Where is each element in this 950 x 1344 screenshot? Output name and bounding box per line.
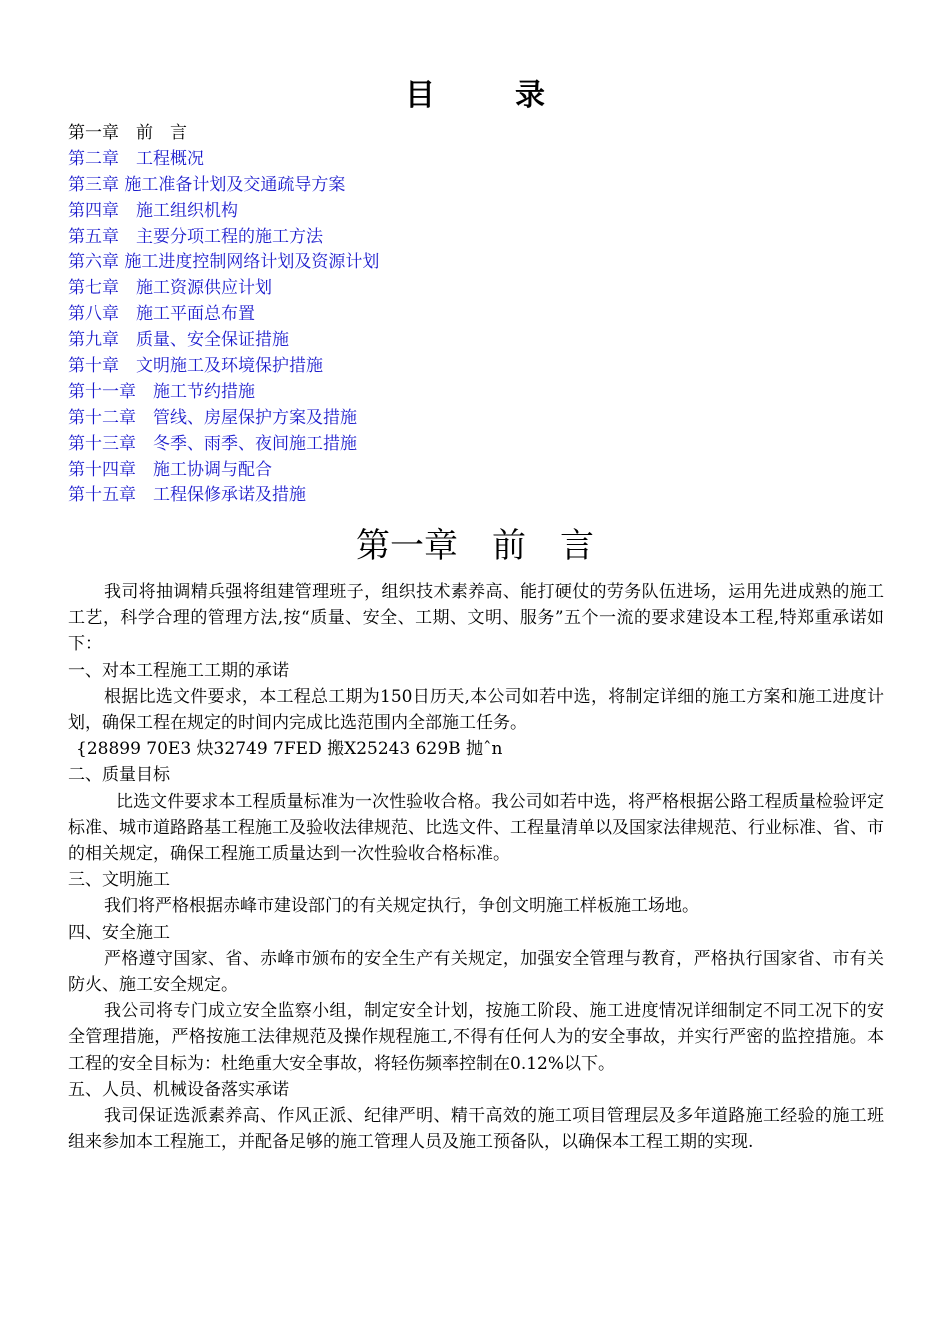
toc-link-ch1[interactable]: 第一章 前 言 xyxy=(68,123,187,143)
toc-link-ch5[interactable]: 第五章 主要分项工程的施工方法 xyxy=(68,226,323,247)
toc-item xyxy=(68,121,888,147)
garbled-text-line: {28899 70E3 炔32749 7FED 搬X25243 629B 抛ˆn xyxy=(76,739,503,760)
toc-link-ch13[interactable]: 第十三章 冬季、雨季、夜间施工措施 xyxy=(68,433,357,454)
toc-link-ch14[interactable]: 第十四章 施工协调与配合 xyxy=(68,459,272,480)
paragraph: 我公司将专门成立安全监察小组，制定安全计划，按施工阶段、施工进度情况详细制定不同工况下的安全管理措施，严格按施工法律规范及操作规程施工,不得有任何人为的安全事故，并实行严密的监控措施。本工程的安全目标为：杜绝重大安全事故，将轻伤频率控制在0.12%以下。 xyxy=(68,1001,884,1074)
section-heading: 一、对本工程施工工期的承诺 xyxy=(68,660,289,681)
toc-link-ch9[interactable]: 第九章 质量、安全保证措施 xyxy=(68,330,289,351)
paragraph: 根据比选文件要求，本工程总工期为150日历天,本公司如若中选，将制定详细的施工方案和施工进度计划，确保工程在规定的时间内完成比选范围内全部施工任务。 xyxy=(68,686,884,734)
paragraph: 我司保证选派素养高、作风正派、纪律严明、精干高效的施工项目管理层及多年道路施工经验的施工班组来参加本工程施工，并配备足够的施工管理人员及施工预备队，以确保本工程工期的实现. xyxy=(68,1106,884,1153)
table-of-contents xyxy=(68,121,888,509)
toc-link-ch10[interactable]: 第十章 文明施工及环境保护措施 xyxy=(68,356,323,377)
toc-link-ch12[interactable]: 第十二章 管线、房屋保护方案及措施 xyxy=(68,407,357,428)
toc-link-ch2[interactable]: 第二章 工程概况 xyxy=(68,148,204,169)
paragraph: 我们将严格根据赤峰市建设部门的有关规定执行，争创文明施工样板施工场地。 xyxy=(104,896,699,917)
toc-item xyxy=(68,380,888,406)
toc-link-ch15[interactable]: 第十五章 工程保修承诺及措施 xyxy=(68,485,306,506)
intro-paragraph: 我司将抽调精兵强将组建管理班子，组织技术素养高、能打硬仗的劳务队伍进场，运用先进成熟的施工工艺，科学合理的管理方法,按“质量、安全、工期、文明、服务”五个一流的要求建设本工程,特郑重承诺如下： xyxy=(68,582,884,655)
toc-link-ch7[interactable]: 第七章 施工资源供应计划 xyxy=(68,278,272,299)
toc-item xyxy=(68,406,888,432)
toc-item xyxy=(68,173,888,199)
toc-item xyxy=(68,432,888,458)
toc-item xyxy=(68,458,888,484)
toc-link-ch3[interactable]: 第三章 施工准备计划及交通疏导方案 xyxy=(68,174,346,195)
toc-item xyxy=(68,302,888,328)
section-heading: 四、安全施工 xyxy=(68,922,170,943)
toc-item xyxy=(68,276,888,302)
toc-title: 目录 xyxy=(405,78,625,113)
chapter-body xyxy=(68,579,884,1155)
toc-link-ch8[interactable]: 第八章 施工平面总布置 xyxy=(68,304,255,325)
toc-item xyxy=(68,250,888,276)
section-heading: 五、人员、机械设备落实承诺 xyxy=(68,1079,289,1100)
toc-item xyxy=(68,199,888,225)
section-heading: 三、文明施工 xyxy=(68,870,170,891)
toc-item xyxy=(68,225,888,251)
toc-link-ch4[interactable]: 第四章 施工组织机构 xyxy=(68,200,238,221)
toc-link-ch6[interactable]: 第六章 施工进度控制网络计划及资源计划 xyxy=(68,252,380,273)
paragraph: 比选文件要求本工程质量标准为一次性验收合格。我公司如若中选，将严格根据公路工程质量检验评定标准、城市道路路基工程施工及验收法律规范、比选文件、工程量清单以及国家法律规范、行业标准、省、市的相关规定，确保工程施工质量达到一次性验收合格标准。 xyxy=(68,791,884,865)
toc-item xyxy=(68,483,888,509)
toc-link-ch11[interactable]: 第十一章 施工节约措施 xyxy=(68,381,255,402)
toc-item xyxy=(68,147,888,173)
section-heading: 二、质量目标 xyxy=(68,765,170,786)
chapter-title: 第一章 前 言 xyxy=(356,526,594,566)
paragraph: 严格遵守国家、省、赤峰市颁布的安全生产有关规定，加强安全管理与教育，严格执行国家省、市有关防火、施工安全规定。 xyxy=(68,948,884,996)
toc-item xyxy=(68,354,888,380)
toc-item xyxy=(68,328,888,354)
